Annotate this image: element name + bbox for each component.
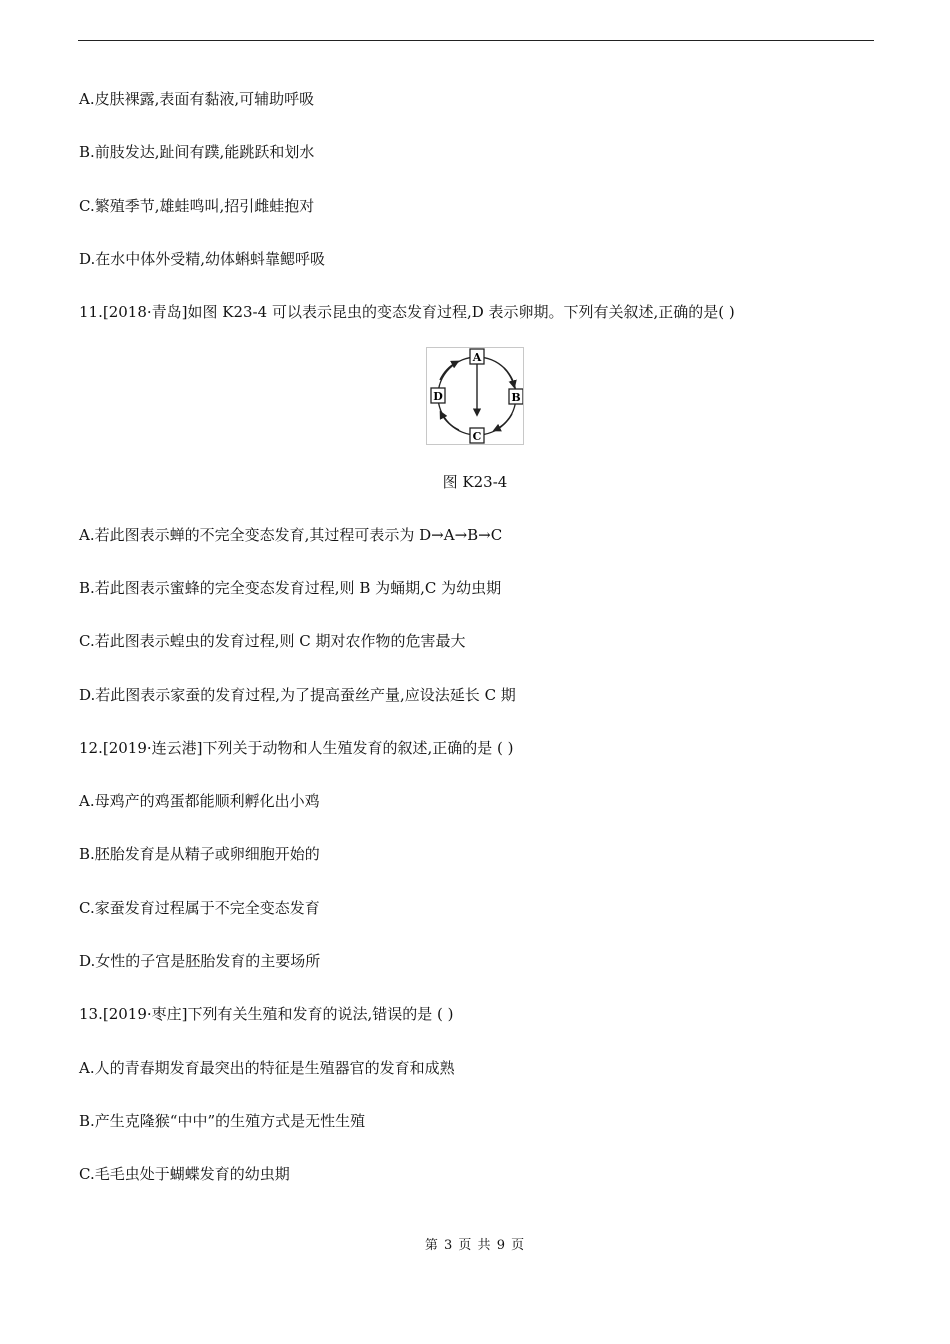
option-line: D.女性的子宫是胚胎发育的主要场所	[79, 952, 321, 970]
stage-box-d	[431, 388, 445, 403]
option-line: B.胚胎发育是从精子或卵细胞开始的	[79, 845, 320, 863]
option-line: B.若此图表示蜜蜂的完全变态发育过程,则 B 为蛹期,C 为幼虫期	[79, 579, 502, 597]
stage-box-a	[470, 349, 484, 364]
option-line: A.母鸡产的鸡蛋都能顺利孵化出小鸡	[79, 792, 320, 810]
svg-text:D: D	[433, 390, 443, 403]
svg-text:C: C	[472, 430, 482, 443]
option-line: D.在水中体外受精,幼体蝌蚪靠鳃呼吸	[79, 250, 326, 268]
option-line: A.若此图表示蝉的不完全变态发育,其过程可表示为 D→A→B→C	[79, 526, 503, 544]
stage-box-b	[509, 389, 523, 404]
option-line: B.产生克隆猴“中中”的生殖方式是无性生殖	[79, 1112, 366, 1130]
question-13: 13.[2019·枣庄]下列有关生殖和发育的说法,错误的是 ( )	[79, 1005, 454, 1023]
lifecycle-diagram	[426, 347, 524, 445]
stage-box-c	[470, 428, 484, 443]
question-11: 11.[2018·青岛]如图 K23-4 可以表示昆虫的变态发育过程,D 表示卵期。下列有关叙述,正确的是( )	[79, 303, 735, 321]
page-footer: 第 3 页 共 9 页	[424, 1238, 526, 1253]
question-12: 12.[2019·连云港]下列关于动物和人生殖发育的叙述,正确的是 ( )	[79, 739, 514, 757]
option-line: A.皮肤裸露,表面有黏液,可辅助呼吸	[79, 90, 315, 108]
svg-text:A: A	[472, 351, 482, 364]
option-line: A.人的青春期发育最突出的特征是生殖器官的发育和成熟	[79, 1059, 455, 1077]
header-rule	[78, 40, 874, 41]
option-line: C.若此图表示蝗虫的发育过程,则 C 期对农作物的危害最大	[79, 632, 466, 650]
svg-text:B: B	[511, 391, 521, 404]
figure-caption: 图 K23-4	[442, 473, 508, 491]
option-line: C.繁殖季节,雄蛙鸣叫,招引雌蛙抱对	[79, 197, 315, 215]
option-line: D.若此图表示家蚕的发育过程,为了提高蚕丝产量,应设法延长 C 期	[79, 686, 516, 704]
option-line: C.毛毛虫处于蝴蝶发育的幼虫期	[79, 1165, 290, 1183]
option-line: B.前肢发达,趾间有蹼,能跳跃和划水	[79, 143, 315, 161]
option-line: C.家蚕发育过程属于不完全变态发育	[79, 899, 320, 917]
